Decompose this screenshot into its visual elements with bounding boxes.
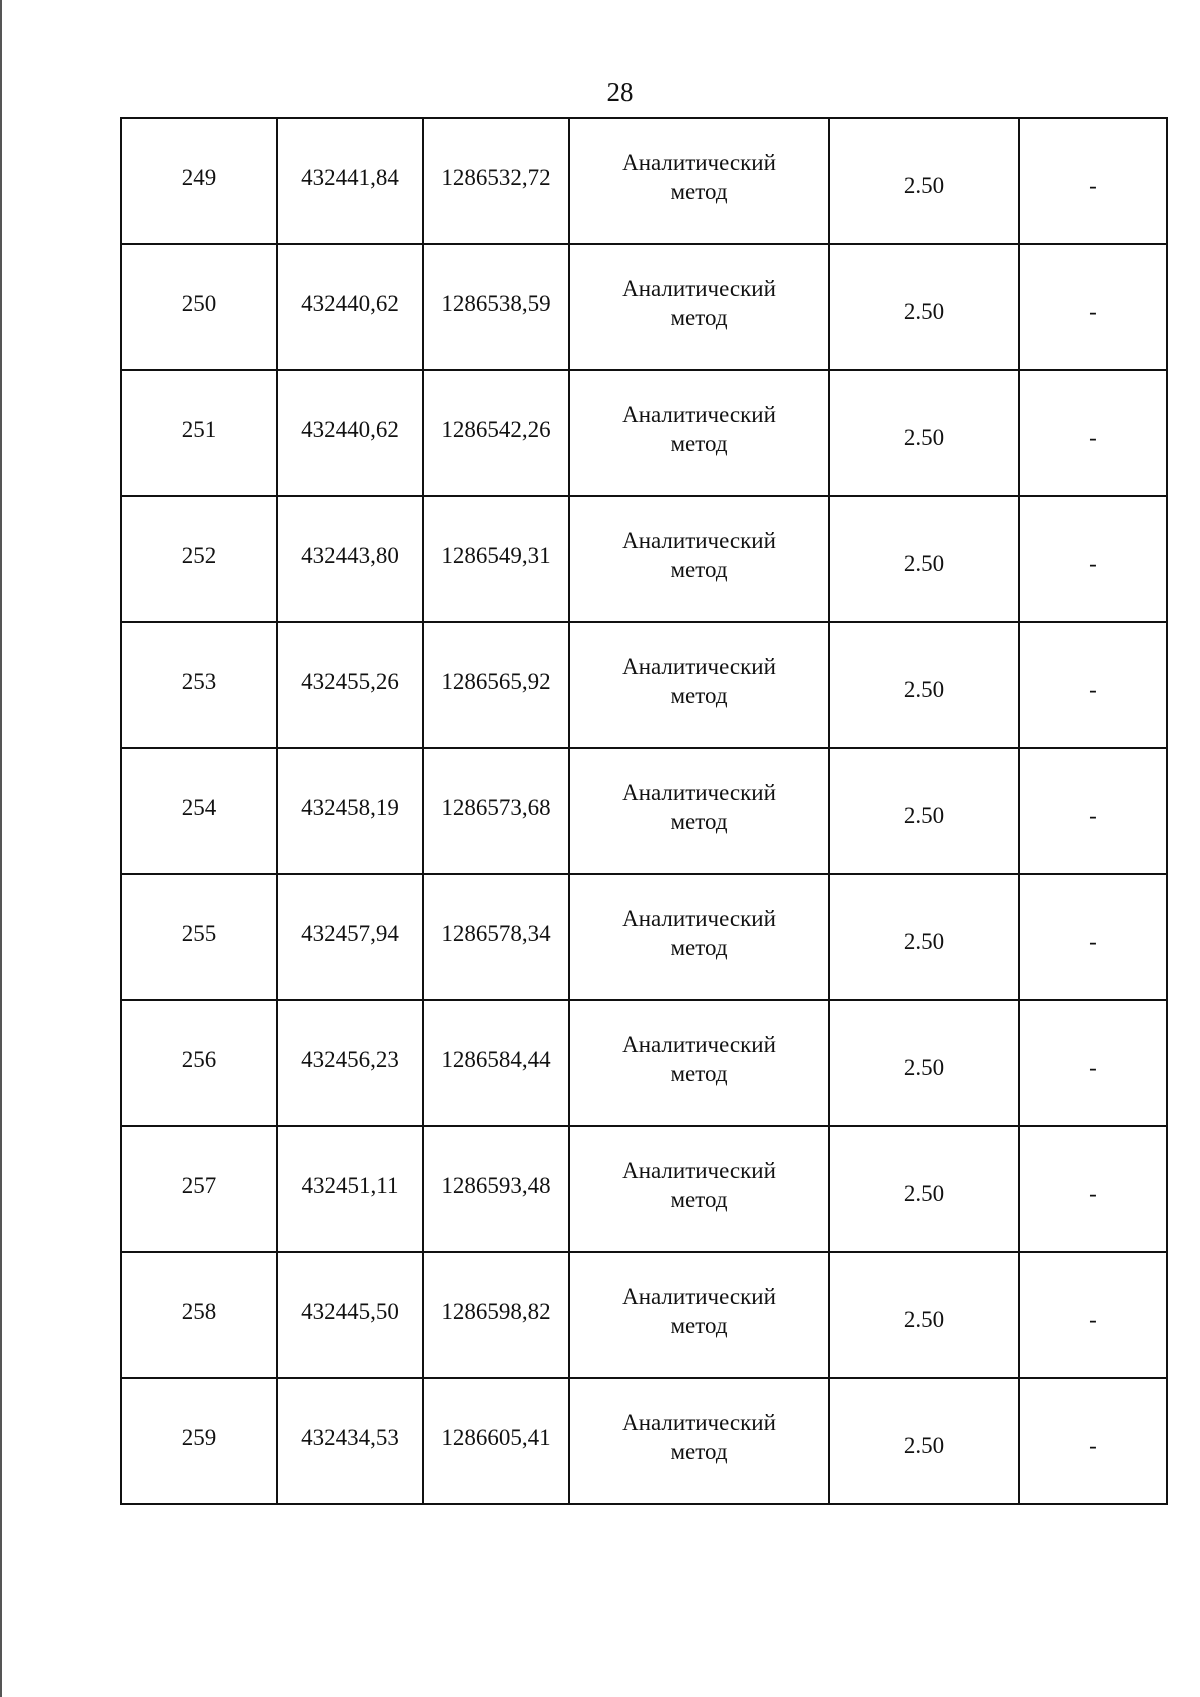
- accuracy-cell: [829, 1126, 1019, 1252]
- y-coordinate-cell-text: 1286578,34: [441, 920, 551, 946]
- description-cell-text: -: [1089, 802, 1097, 828]
- description-cell-text: -: [1089, 676, 1097, 702]
- method-cell-text: Аналитический метод: [622, 1410, 776, 1464]
- method-cell: [569, 370, 829, 496]
- description-cell-text: -: [1089, 928, 1097, 954]
- x-coordinate-cell-text: 432451,11: [301, 1172, 399, 1198]
- description-cell: [1019, 1252, 1167, 1378]
- point-number-cell: [121, 118, 277, 244]
- description-cell-text: -: [1089, 1054, 1097, 1080]
- page-number: 28: [606, 77, 634, 107]
- method-cell: [569, 244, 829, 370]
- y-coordinate-cell: [423, 370, 569, 496]
- description-cell-text: -: [1089, 298, 1097, 324]
- x-coordinate-cell-text: 432441,84: [301, 164, 399, 190]
- scan-edge-line: [0, 0, 2, 1697]
- description-cell: [1019, 874, 1167, 1000]
- description-cell: [1019, 118, 1167, 244]
- x-coordinate-cell: [277, 244, 423, 370]
- x-coordinate-cell-text: 432440,62: [301, 290, 399, 316]
- y-coordinate-cell: [423, 1378, 569, 1504]
- accuracy-cell: [829, 1252, 1019, 1378]
- point-number-cell-text: 259: [181, 1424, 217, 1450]
- accuracy-cell: [829, 1000, 1019, 1126]
- accuracy-cell: [829, 622, 1019, 748]
- x-coordinate-cell-text: 432456,23: [301, 1046, 399, 1072]
- table-row: [121, 1126, 1167, 1252]
- y-coordinate-cell-text: 1286598,82: [441, 1298, 551, 1324]
- table-row: [121, 748, 1167, 874]
- description-cell-text: -: [1089, 424, 1097, 450]
- point-number-cell: [121, 496, 277, 622]
- table-row: [121, 874, 1167, 1000]
- point-number-cell-text: 253: [181, 668, 217, 694]
- accuracy-cell-text: 2.50: [903, 424, 945, 450]
- point-number-cell: [121, 244, 277, 370]
- accuracy-cell-text: 2.50: [903, 1180, 945, 1206]
- point-number-cell: [121, 748, 277, 874]
- method-cell-text: Аналитический метод: [622, 402, 776, 456]
- y-coordinate-cell: [423, 874, 569, 1000]
- y-coordinate-cell: [423, 118, 569, 244]
- coordinates-table: [120, 117, 1168, 1505]
- method-cell: [569, 496, 829, 622]
- table-row: [121, 622, 1167, 748]
- description-cell: [1019, 748, 1167, 874]
- y-coordinate-cell-text: 1286584,44: [441, 1046, 551, 1072]
- x-coordinate-cell: [277, 1252, 423, 1378]
- x-coordinate-cell: [277, 748, 423, 874]
- method-cell-text: Аналитический метод: [622, 276, 776, 330]
- accuracy-cell-text: 2.50: [903, 802, 945, 828]
- y-coordinate-cell: [423, 1126, 569, 1252]
- table-row: [121, 496, 1167, 622]
- description-cell-text: -: [1089, 172, 1097, 198]
- x-coordinate-cell: [277, 370, 423, 496]
- y-coordinate-cell-text: 1286565,92: [441, 668, 551, 694]
- point-number-cell-text: 256: [181, 1046, 217, 1072]
- description-cell: [1019, 622, 1167, 748]
- table-row: [121, 1252, 1167, 1378]
- point-number-cell: [121, 874, 277, 1000]
- description-cell: [1019, 496, 1167, 622]
- method-cell-text: Аналитический метод: [622, 150, 776, 204]
- method-cell: [569, 874, 829, 1000]
- point-number-cell-text: 255: [181, 920, 217, 946]
- accuracy-cell-text: 2.50: [903, 172, 945, 198]
- method-cell: [569, 1252, 829, 1378]
- method-cell: [569, 1378, 829, 1504]
- y-coordinate-cell-text: 1286593,48: [441, 1172, 551, 1198]
- table-row: [121, 370, 1167, 496]
- accuracy-cell-text: 2.50: [903, 1432, 945, 1458]
- method-cell-text: Аналитический метод: [622, 654, 776, 708]
- accuracy-cell: [829, 496, 1019, 622]
- point-number-cell: [121, 370, 277, 496]
- y-coordinate-cell: [423, 244, 569, 370]
- description-cell: [1019, 1000, 1167, 1126]
- accuracy-cell-text: 2.50: [903, 676, 945, 702]
- method-cell: [569, 622, 829, 748]
- x-coordinate-cell: [277, 118, 423, 244]
- method-cell-text: Аналитический метод: [622, 780, 776, 834]
- point-number-cell-text: 254: [181, 794, 217, 820]
- table-row: [121, 1000, 1167, 1126]
- point-number-cell-text: 251: [181, 416, 217, 442]
- point-number-cell-text: 258: [181, 1298, 217, 1324]
- point-number-cell: [121, 1000, 277, 1126]
- point-number-cell: [121, 1378, 277, 1504]
- y-coordinate-cell-text: 1286549,31: [441, 542, 551, 568]
- point-number-cell: [121, 1252, 277, 1378]
- x-coordinate-cell-text: 432434,53: [301, 1424, 399, 1450]
- x-coordinate-cell: [277, 1000, 423, 1126]
- x-coordinate-cell: [277, 1378, 423, 1504]
- y-coordinate-cell-text: 1286538,59: [441, 290, 551, 316]
- description-cell-text: -: [1089, 1180, 1097, 1206]
- y-coordinate-cell-text: 1286605,41: [441, 1424, 551, 1450]
- description-cell-text: -: [1089, 1432, 1097, 1458]
- method-cell: [569, 748, 829, 874]
- method-cell: [569, 1126, 829, 1252]
- x-coordinate-cell: [277, 496, 423, 622]
- y-coordinate-cell: [423, 1252, 569, 1378]
- x-coordinate-cell-text: 432455,26: [301, 668, 399, 694]
- y-coordinate-cell: [423, 1000, 569, 1126]
- x-coordinate-cell-text: 432440,62: [301, 416, 399, 442]
- x-coordinate-cell: [277, 874, 423, 1000]
- method-cell-text: Аналитический метод: [622, 1158, 776, 1212]
- accuracy-cell: [829, 874, 1019, 1000]
- accuracy-cell: [829, 244, 1019, 370]
- point-number-cell: [121, 622, 277, 748]
- description-cell-text: -: [1089, 1306, 1097, 1332]
- point-number-cell-text: 249: [181, 164, 217, 190]
- description-cell: [1019, 1378, 1167, 1504]
- point-number-cell-text: 257: [181, 1172, 217, 1198]
- coordinates-table-body: [121, 118, 1167, 1504]
- accuracy-cell: [829, 118, 1019, 244]
- y-coordinate-cell: [423, 748, 569, 874]
- y-coordinate-cell: [423, 622, 569, 748]
- point-number-cell-text: 252: [181, 542, 217, 568]
- accuracy-cell-text: 2.50: [903, 1054, 945, 1080]
- accuracy-cell-text: 2.50: [903, 1306, 945, 1332]
- accuracy-cell-text: 2.50: [903, 928, 945, 954]
- method-cell: [569, 1000, 829, 1126]
- accuracy-cell: [829, 1378, 1019, 1504]
- x-coordinate-cell: [277, 1126, 423, 1252]
- x-coordinate-cell-text: 432457,94: [301, 920, 399, 946]
- accuracy-cell-text: 2.50: [903, 298, 945, 324]
- x-coordinate-cell-text: 432443,80: [301, 542, 399, 568]
- accuracy-cell: [829, 370, 1019, 496]
- description-cell-text: -: [1089, 550, 1097, 576]
- y-coordinate-cell-text: 1286542,26: [441, 416, 551, 442]
- y-coordinate-cell-text: 1286532,72: [441, 164, 551, 190]
- description-cell: [1019, 244, 1167, 370]
- point-number-cell: [121, 1126, 277, 1252]
- y-coordinate-cell-text: 1286573,68: [441, 794, 551, 820]
- method-cell: [569, 118, 829, 244]
- accuracy-cell: [829, 748, 1019, 874]
- x-coordinate-cell-text: 432445,50: [301, 1298, 399, 1324]
- table-row: [121, 1378, 1167, 1504]
- description-cell: [1019, 1126, 1167, 1252]
- point-number-cell-text: 250: [181, 290, 217, 316]
- x-coordinate-cell-text: 432458,19: [301, 794, 399, 820]
- description-cell: [1019, 370, 1167, 496]
- x-coordinate-cell: [277, 622, 423, 748]
- method-cell-text: Аналитический метод: [622, 1032, 776, 1086]
- method-cell-text: Аналитический метод: [622, 528, 776, 582]
- table-row: [121, 244, 1167, 370]
- method-cell-text: Аналитический метод: [622, 906, 776, 960]
- method-cell-text: Аналитический метод: [622, 1284, 776, 1338]
- table-row: [121, 118, 1167, 244]
- y-coordinate-cell: [423, 496, 569, 622]
- accuracy-cell-text: 2.50: [903, 550, 945, 576]
